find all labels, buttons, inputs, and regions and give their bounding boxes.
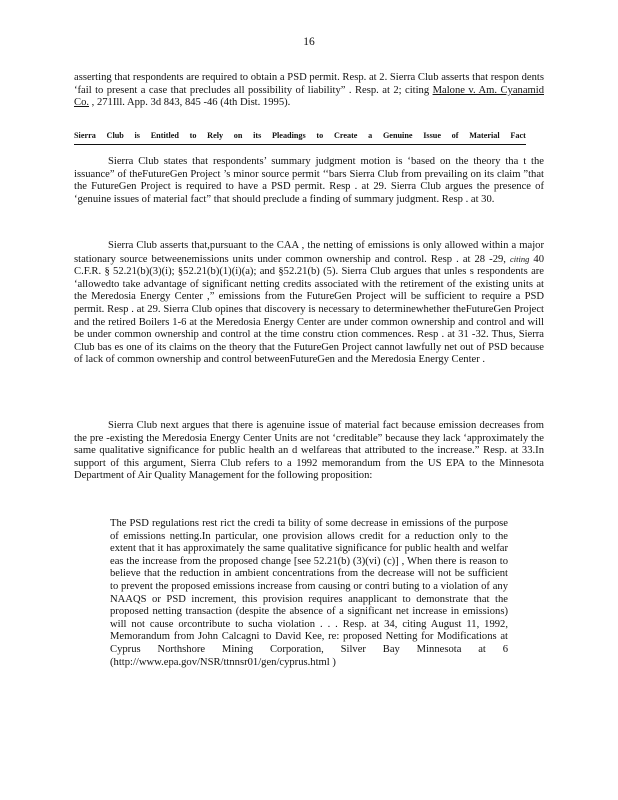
page-number: 16 [303, 36, 315, 48]
paragraph-continuation [74, 72, 544, 110]
heading-word: of [451, 131, 459, 140]
paragraph-text: Sierra Club next argues that there is agenuine issue of material fact because emission decreases from the pre -existing the Meredosia Energy Center Units are not ‘creditable” because they lack ‘approximately the same qualitative significance for public health an d welfareas that attributed to the increase.” Resp. at 33.In support of this argument, Sierra Club refers to a 1992 memorandum from the US EPA to the Minnesota Department of Air Quality Management for the following proposition: [74, 420, 544, 482]
paragraph-text-tail: 40 C.F.R. § 52.21(b)(3)(i); §52.21(b)(1)(i)(a); and §52.21(b) (5). Sierra Club argues that unles s respondents are ‘allowedto take advantage of significant netting credits associated with the retirement of the existing units at the Meredosia Energy Center ,” emissions from the FutureGen Project will be sufficient to require a PSD permit. Resp . at 29. Sierra Club opines that discovery is necessary to determinewhether theFutureGen Project and the retired Boilers 1-6 at the Meredosia Energy Center are under common ownership and control and will be under common ownership and control at the time constru ction commences. Resp . at 31 -32. Thus, Sierra Club bas es one of its claims on the theory that the FutureGen Project cannot lawfully net out of PSD because of lack of common ownership and control betweenFutureGen and the Meredosia Energy Center . [74, 253, 544, 366]
section-heading [74, 130, 526, 145]
heading-word: Genuine [382, 131, 413, 140]
paragraph-text [74, 72, 544, 110]
case-citation: Malone v. Am. Cyanamid Co. [74, 84, 545, 109]
block-quote: The PSD regulations rest rict the credi ta bility of some decrease in emissions of the purpose of emissions netting.In particular, one provision allows credit for a reduction only to the extent that it has approximately the same qualitative significance for public health and welfar eas the increase from the proposed change [see 52.21(b) (3)(vi) (c)] , When there is reason to believe that the reduction in ambient concentrations from the decrease will not be sufficient to prevent the proposed emissions increase from causing or contri buting to a violation of any NAAQS or PSD increment, this provision requires anapplicant to demonstrate that the proposed netting transaction (despite the absence of a significant net increase in emissions) will not cause orcontribute to sucha violation . . . Resp. at 34, citing August 11, 1992, Memorandum from John Calcagni to David Kee, re: proposed Netting for Modifications at Cyprus Northshore Mining Corporation, Silver Bay Minnesota at 6 (http://www.epa.gov/NSR/ttnnsr01/gen/cyprus.html ) [110, 518, 508, 668]
heading-word: Entitled [150, 131, 179, 140]
heading-word: on [233, 131, 243, 140]
heading-word: to [316, 131, 324, 140]
paragraph-text-lead: Sierra Club asserts that,pursuant to the CAA , the netting of emissions is only allowed within a major stationary source betweenemissions units under common ownership and control. Resp . at 28 -29, [74, 240, 544, 265]
heading-word: Sierra [74, 131, 96, 140]
paragraph-text: Sierra Club states that respondents’ summary judgment motion is ‘based on the theory tha t the issuance” of theFutureGen Project ’s minor source permit ‘‘bars Sierra Club from prevailing on its claim ”that the FutureGen Project is required to have a PSD permit. Resp . at 29. Sierra Club argues the presence of ‘genuine issues of material fact” that should preclude a finding of summary judgment. Resp . at 30. [74, 156, 544, 205]
paragraph-sierra-club-asserts [74, 240, 544, 367]
heading-word: Fact [510, 131, 526, 140]
heading-word: Pleadings [272, 131, 306, 140]
heading-word: Rely [207, 131, 224, 140]
paragraph-text-lead: asserting that respondents are required to obtain a PSD permit. Resp. at 2. Sierra Club asserts that respon dents ‘fail to present a case that precludes all possibility of liability” . Resp. at 2; citing [74, 72, 544, 96]
paragraph-text-tail: , 271Ill. App. 3d 843, 845 -46 (4th Dist. 1995). [89, 97, 291, 109]
paragraph-text [74, 240, 544, 367]
heading-word: its [253, 131, 262, 140]
heading-word: Club [106, 131, 124, 140]
heading-word: Issue [423, 131, 441, 140]
citing-signal: citing [509, 253, 530, 264]
heading-word: to [189, 131, 197, 140]
heading-word: Create [333, 131, 358, 140]
heading-word: Material [469, 131, 500, 140]
paragraph-sierra-club-states [74, 156, 544, 206]
heading-word: a [368, 131, 373, 140]
paragraph-sierra-club-next-argues [74, 420, 544, 483]
heading-word: is [134, 131, 140, 140]
